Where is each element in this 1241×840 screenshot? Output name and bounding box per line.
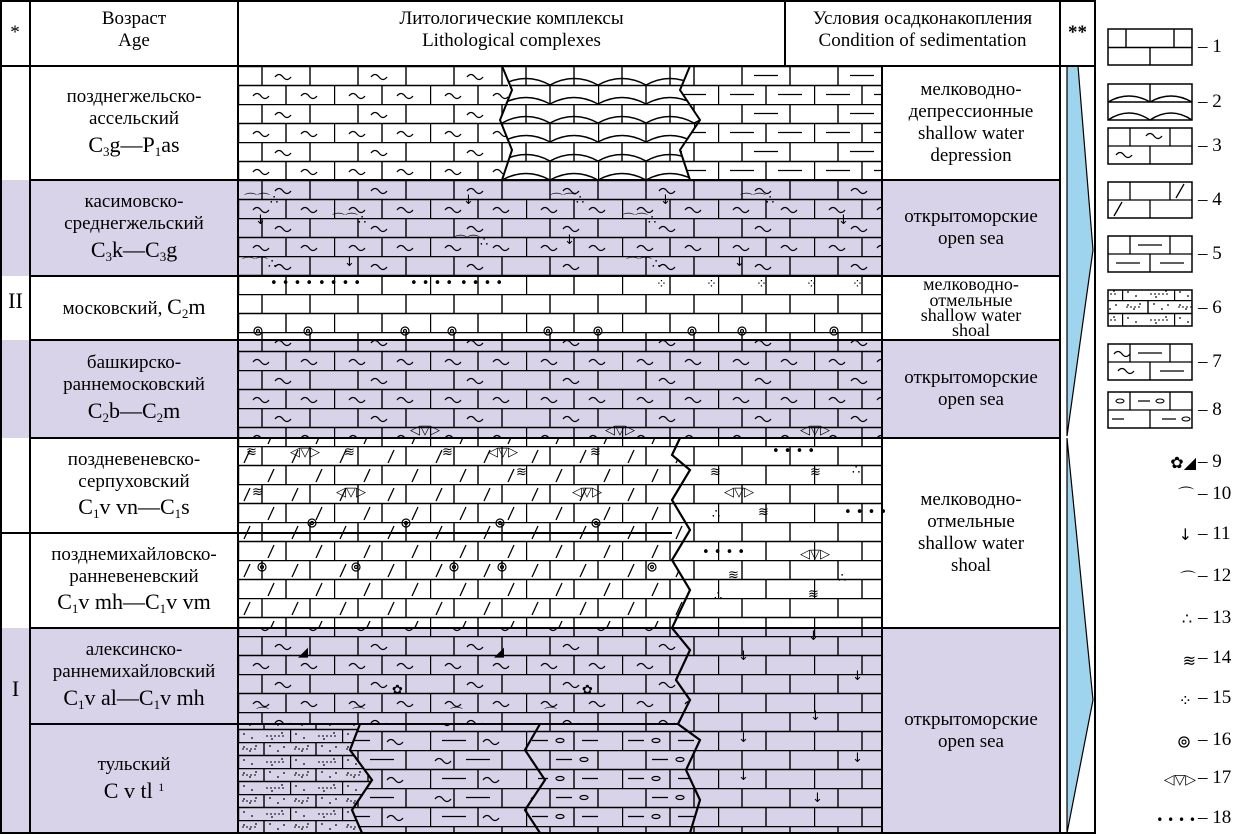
condition-line: shallow water (920, 305, 1022, 325)
svg-text:≋: ≋ (810, 465, 821, 480)
age-index: $C_1v$ $vn—C_1s$ (78, 494, 190, 522)
svg-text:◁▽▷: ◁▽▷ (410, 423, 440, 438)
svg-text:⌒⌒∴: ⌒⌒∴ (244, 193, 279, 208)
svg-text:◁▽▷: ◁▽▷ (572, 485, 602, 500)
age-name: раннемихайловский (52, 661, 216, 683)
svg-text:◢: ◢ (494, 645, 504, 660)
svg-text:◁▽▷: ◁▽▷ (605, 423, 635, 438)
condition-line: мелководно- (923, 274, 1019, 295)
header-cond-ru: Условия осадконакопления (812, 8, 1033, 29)
svg-text:↓: ↓ (852, 669, 863, 684)
legend-item-label: – 18 (1198, 807, 1232, 828)
condition-label (882, 628, 1060, 833)
svg-text:◁▽▷: ◁▽▷ (800, 547, 830, 562)
svg-text:◁▽▷: ◁▽▷ (336, 485, 366, 500)
cycle-indicator (1067, 66, 1093, 833)
dots-icon: • • • • (1156, 813, 1196, 827)
legend-item-label: – 7 (1198, 351, 1222, 372)
svg-text:↓: ↓ (564, 233, 575, 248)
svg-text:◢: ◢ (298, 645, 308, 660)
svg-text:↓: ↓ (344, 255, 355, 270)
age-label (30, 533, 238, 628)
age-index: $C_3k—C_3g$ (90, 236, 178, 264)
legend-item-label: – 15 (1198, 687, 1232, 708)
age-name: раннемосковский (63, 374, 205, 396)
svg-text:• • • •: • • • • (270, 276, 314, 291)
svg-text:↓: ↓ (738, 769, 749, 784)
age-label (30, 724, 238, 833)
age-name: ранневеневский (69, 565, 199, 587)
header-star: * (10, 22, 20, 43)
legend-item-label: – 10 (1198, 483, 1232, 504)
condition-line: мелководно- (920, 489, 1022, 511)
svg-text:∴: ∴ (838, 571, 847, 586)
condition-line: shallow water (917, 533, 1025, 554)
condition-line: open sea (938, 228, 1004, 249)
svg-text:≋: ≋ (442, 445, 453, 460)
svg-text:↓: ↓ (255, 213, 266, 228)
header-litho-ru: Литологические комплексы (399, 8, 624, 29)
svg-text:✿: ✿ (582, 683, 593, 698)
age-index: $C_1v$ $mh—C_1v$ vm (57, 589, 211, 617)
triple-wave-icon: ≋ (1182, 651, 1196, 670)
age-label (30, 66, 238, 180)
condition-label (882, 66, 1060, 180)
age-name: позднегжельско- (66, 86, 202, 108)
legend-item-label: – 12 (1198, 565, 1232, 586)
svg-text:• • • •: • • • • (318, 276, 362, 291)
svg-text:↓: ↓ (812, 791, 823, 806)
triangle-icon: ◁▽▷ (1163, 772, 1196, 788)
svg-text:⌒⌒∴: ⌒⌒∴ (242, 257, 277, 272)
legend-item-label: – 9 (1198, 451, 1222, 472)
age-label (30, 340, 238, 438)
age-index: $C_3g—P_1as$ (88, 131, 180, 159)
condition-label (882, 438, 1060, 628)
svg-text:↓: ↓ (838, 213, 849, 228)
svg-text:↓: ↓ (810, 709, 821, 724)
age-index: C v tl $^1$ (103, 777, 165, 803)
age-name: среднегжельский (64, 213, 204, 235)
svg-text:≋: ≋ (808, 587, 819, 602)
svg-text:◁▽▷: ◁▽▷ (724, 485, 754, 500)
svg-text:◁▽▷: ◁▽▷ (290, 445, 320, 460)
svg-text:⁘: ⁘ (852, 277, 863, 292)
age-name: московский, (62, 298, 168, 320)
condition-line: открытоморские (904, 206, 1038, 228)
condition-label (882, 276, 1060, 340)
svg-text:≋: ≋ (710, 465, 721, 480)
svg-text:⌒⌒∴: ⌒⌒∴ (454, 235, 489, 250)
age-index: $C_2m$ (167, 294, 206, 322)
condition-line: shoal (952, 320, 990, 341)
arrow-icon: ↓ (1178, 525, 1192, 544)
svg-text:⌒⌒∴: ⌒⌒∴ (622, 213, 657, 228)
condition-line: shallow water (917, 123, 1025, 144)
age-label (30, 628, 238, 724)
condition-line: открытоморские (904, 708, 1038, 730)
condition-line: open sea (938, 730, 1004, 752)
legend-swatches (1108, 29, 1192, 428)
age-name: алексинско- (85, 639, 183, 661)
header-age-en: Age (118, 29, 150, 51)
age-name: касимовско- (84, 191, 184, 213)
stage-ii: II (8, 288, 23, 313)
condition-line: депрессионные (908, 101, 1034, 123)
condition-label (882, 340, 1060, 438)
svg-text:• • • •: • • • • (460, 276, 504, 291)
header-age (30, 8, 238, 52)
legend-item-label: – 11 (1198, 523, 1231, 544)
svg-text:↓: ↓ (738, 649, 749, 664)
condition-line: отмельные (927, 511, 1015, 533)
legend-item-label: – 14 (1198, 647, 1232, 668)
age-index: $C_2b—C_2m$ (87, 397, 181, 425)
triple-dot-icon: ∴ (1181, 609, 1192, 628)
condition-line: отмельные (929, 289, 1013, 310)
condition-line: open sea (938, 389, 1004, 410)
legend-item-label: – 6 (1198, 297, 1222, 318)
header-litho (238, 8, 785, 52)
legend-item-label: – 8 (1198, 399, 1222, 420)
svg-text:↓: ↓ (852, 751, 863, 766)
svg-text:≋: ≋ (728, 568, 739, 583)
svg-text:◁▽▷: ◁▽▷ (488, 445, 518, 460)
svg-text:⌒: ⌒ (352, 707, 366, 722)
svg-text:↓: ↓ (463, 193, 474, 208)
svg-text:≋: ≋ (252, 485, 263, 500)
svg-text:• • • •: • • • • (702, 545, 746, 560)
age-index: $C_1v$ $al—C_1v$ mh (63, 684, 205, 712)
legend-item-label: – 16 (1198, 729, 1232, 750)
condition-line: depression (930, 144, 1012, 166)
legend-item-label: – 3 (1198, 135, 1222, 156)
condition-line: открытоморские (904, 367, 1038, 389)
svg-text:⁘: ⁘ (806, 277, 817, 292)
svg-text:• • • •: • • • • (844, 505, 888, 520)
age-name: позднемихайловско- (51, 543, 217, 565)
condition-line: мелководно- (920, 79, 1022, 101)
header-cond-en: Condition of sedimentation (818, 29, 1027, 51)
svg-text:⌒: ⌒ (450, 707, 464, 722)
brachiopods-icon: ✿◢ (1170, 453, 1196, 472)
svg-text:≋: ≋ (590, 445, 601, 460)
svg-text:↓: ↓ (734, 255, 745, 270)
age-name: башкирско- (86, 352, 182, 374)
svg-text:⌒⌒∴: ⌒⌒∴ (332, 213, 367, 228)
svg-text:↓: ↓ (660, 193, 671, 208)
header-litho-en: Lithological complexes (422, 29, 601, 51)
double-arc-icon: ⌒ (1179, 569, 1196, 588)
age-name: серпуховский (78, 470, 190, 492)
legend-item-label: – 5 (1198, 243, 1222, 264)
age-name: тульский (97, 753, 171, 775)
arc-icon: ⌒ (1177, 485, 1194, 504)
age-label (30, 180, 238, 276)
svg-text:≋: ≋ (344, 445, 355, 460)
header-age-ru: Возраст (101, 8, 167, 29)
stage-i: I (11, 676, 20, 701)
svg-text:⌒: ⌒ (544, 707, 558, 722)
age-label (30, 276, 238, 340)
legend-icons (1156, 453, 1196, 827)
legend-item-label: – 2 (1198, 91, 1222, 112)
condition-line: shoal (950, 554, 992, 576)
svg-text:∴: ∴ (712, 507, 721, 522)
svg-text:⌒⌒∴: ⌒⌒∴ (740, 193, 775, 208)
quad-dot-icon: ⁘ (1178, 691, 1192, 710)
svg-text:✿: ✿ (392, 683, 403, 698)
header-double-star: ** (1068, 22, 1087, 43)
svg-text:• • • •: • • • • (772, 444, 816, 459)
svg-text:≋: ≋ (758, 505, 769, 520)
svg-text:⁘: ⁘ (706, 277, 717, 292)
svg-text:⁘: ⁘ (656, 277, 667, 292)
svg-text:⁘: ⁘ (756, 277, 767, 292)
oolith-icon (1179, 737, 1189, 747)
legend-item-label: – 1 (1198, 36, 1222, 57)
svg-text:∴: ∴ (852, 463, 861, 478)
svg-text:↓: ↓ (808, 629, 819, 644)
svg-text:⌒⌒∴: ⌒⌒∴ (626, 257, 661, 272)
age-label (30, 438, 238, 533)
header-cond (785, 8, 1060, 52)
svg-text:∴: ∴ (714, 589, 723, 604)
legend-item-label: – 13 (1198, 607, 1232, 628)
legend-item-label: – 4 (1198, 189, 1222, 210)
svg-text:≋: ≋ (246, 445, 257, 460)
age-name: ассельский (88, 108, 180, 130)
legend-item-label: – 17 (1198, 767, 1232, 788)
svg-text:⌒: ⌒ (256, 707, 270, 722)
age-name: поздневеневско- (67, 448, 201, 470)
svg-text:⌒⌒∴: ⌒⌒∴ (550, 193, 585, 208)
svg-text:≋: ≋ (516, 465, 527, 480)
svg-text:↓: ↓ (738, 731, 749, 746)
svg-text:• • • •: • • • • (410, 276, 454, 291)
condition-label (882, 180, 1060, 276)
svg-text:◁▽▷: ◁▽▷ (800, 423, 830, 438)
